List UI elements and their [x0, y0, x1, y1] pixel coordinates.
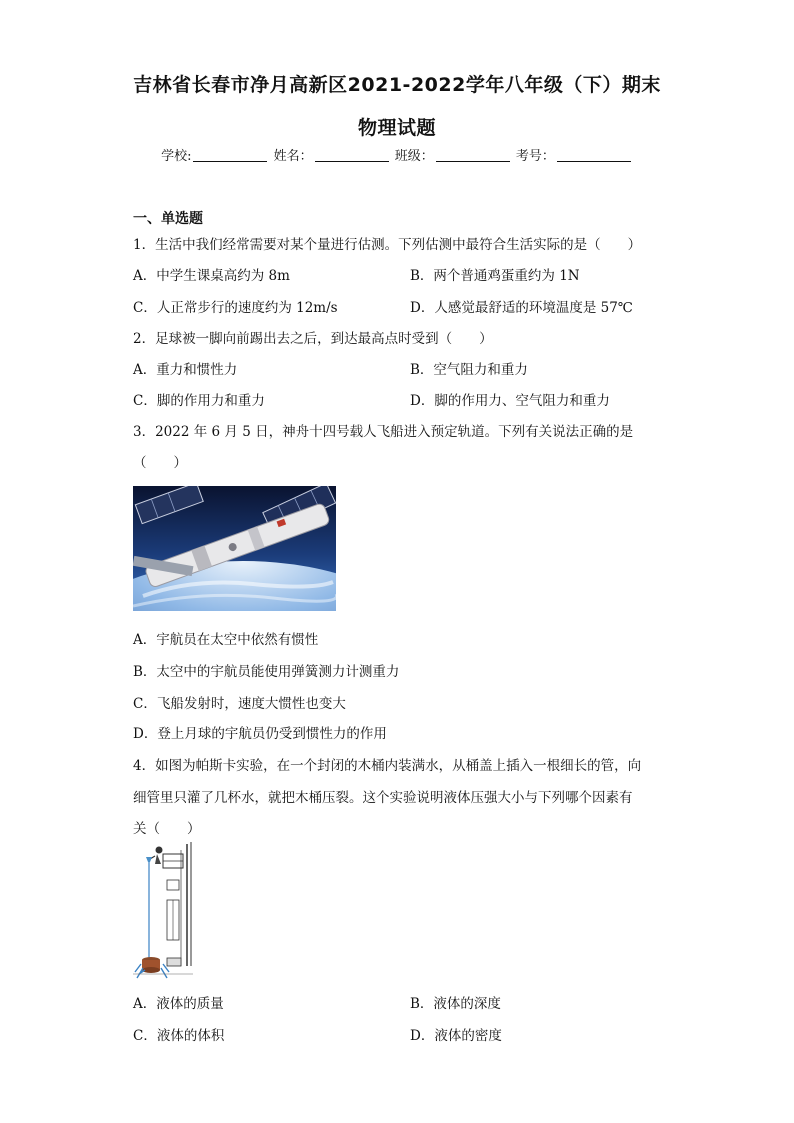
school-label: 学校:	[161, 149, 192, 164]
question-3-option-c: C．飞船发射时，速度大惯性也变大	[133, 696, 346, 712]
question-4-option-d: D．液体的密度	[410, 1028, 502, 1044]
class-blank	[436, 149, 510, 162]
student-info-line	[0, 145, 794, 164]
question-3-stem-line-2: （ ）	[133, 455, 187, 471]
question-3-stem-line-1: 3．2022 年 6 月 5 日，神舟十四号载人飞船进入预定轨道。下列有关说法正确的是	[133, 424, 634, 440]
question-3-option-d: D．登上月球的宇航员仍受到惯性力的作用	[133, 726, 387, 742]
pascal-barrel-illustration	[133, 840, 203, 980]
question-4-option-c: C．液体的体积	[133, 1028, 225, 1044]
number-label: 考号：	[515, 149, 555, 164]
question-4-stem-line-3: 关（ ）	[133, 821, 201, 837]
question-1-stem: 1．生活中我们经常需要对某个量进行估测。下列估测中最符合生活实际的是（ ）	[133, 237, 642, 253]
question-4-stem-line-1: 4．如图为帕斯卡实验，在一个封闭的木桶内装满水，从桶盖上插入一根细长的管，向	[133, 758, 642, 774]
space-station-photo	[133, 486, 336, 611]
page-subtitle: 物理试题	[357, 117, 436, 139]
question-2-option-d: D．脚的作用力、空气阻力和重力	[410, 393, 610, 409]
question-1-option-a: A．中学生课桌高约为 8m	[133, 268, 290, 284]
pascal-barrel-figure	[133, 840, 203, 980]
question-1-option-d: D．人感觉最舒适的环境温度是 57℃	[410, 300, 633, 316]
section-heading: 一、单选题	[133, 211, 203, 227]
question-1-option-b: B．两个普通鸡蛋重约为 1N	[410, 268, 580, 284]
question-3-option-b: B．太空中的宇航员能使用弹簧测力计测重力	[133, 664, 400, 680]
question-2-option-c: C．脚的作用力和重力	[133, 393, 265, 409]
question-4-stem-line-2: 细管里只灌了几杯水，就把木桶压裂。这个实验说明液体压强大小与下列哪个因素有	[133, 790, 633, 806]
question-1-option-c: C．人正常步行的速度约为 12m/s	[133, 300, 338, 316]
name-label: 姓名：	[273, 149, 313, 164]
question-4-option-a: A．液体的质量	[133, 996, 224, 1012]
space-station-illustration	[133, 486, 336, 611]
number-blank	[557, 149, 631, 162]
school-blank	[193, 149, 267, 162]
question-2-option-a: A．重力和惯性力	[133, 362, 238, 378]
question-2-stem: 2．足球被一脚向前踢出去之后，到达最高点时受到（ ）	[133, 331, 493, 347]
question-4-option-b: B．液体的深度	[410, 996, 501, 1012]
name-blank	[315, 149, 389, 162]
page-title: 吉林省长春市净月高新区2021-2022学年八年级（下）期末	[133, 74, 661, 96]
class-label: 班级：	[394, 149, 434, 164]
question-3-option-a: A．宇航员在太空中依然有惯性	[133, 632, 319, 648]
question-2-option-b: B．空气阻力和重力	[410, 362, 528, 378]
